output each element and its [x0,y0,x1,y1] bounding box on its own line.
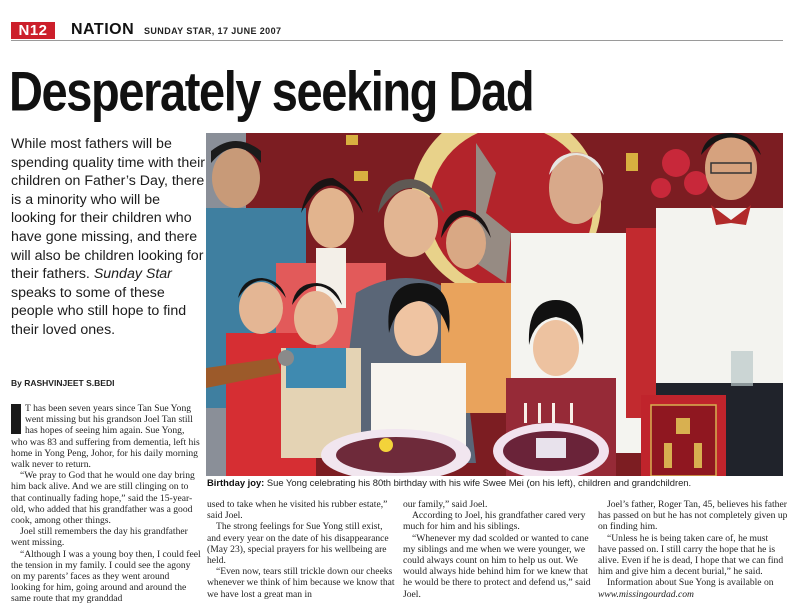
paragraph: used to take when he visited his rubber estate,” said Joel. [207,499,388,522]
headline: Desperately seeking Dad [9,59,534,123]
paragraph: “Unless he is being taken care of, he must have passed on. I still carry the hope that he is alive. Even if he is dead, I hope that we can find him and give him a decent burial,” he said. [598,532,784,578]
paragraph: Joel still remembers the day his grandfather went missing. [11,526,188,549]
page-number-badge: N12 [11,22,55,39]
paragraph-info [598,577,788,599]
paragraph: “Even now, tears still trickle down our cheeks whenever we think of him because we know that we have lost a great man in [207,566,395,600]
article-column-1 [11,403,201,605]
article-column-3 [403,499,593,600]
byline: By RASHVINJEET S.BEDI [11,378,115,388]
section-title: NATION [71,21,135,38]
paragraph: According to Joel, his grandfather cared very much for him and his siblings. [403,510,586,533]
publication-name: Sunday Star [93,266,172,283]
paragraph: Joel’s father, Roger Tan, 45, believes his father has passed on but he has not completely given up on finding him. [598,499,788,533]
standfirst [11,135,206,340]
website-link[interactable]: www.missingourdad.com [598,588,694,600]
article-column-4 [598,499,788,600]
paragraph: T has been seven years since Tan Sue Yong went missing but his grandson Joel Tan still has hopes of seeing him again. Sue Yong, who was 83 and suffering from dementia, left his home in Yong Peng, Johor, for his daily morning walk never to return. [11,403,200,471]
info-text: Information about Sue Yong is available on [607,577,774,589]
paragraph: “Whenever my dad scolded or wanted to cane my siblings and me when we were younger, we could always count on him to help us out. We would always hide behind him for we knew that he would be there to protect and defend us,” said Joel. [403,532,591,600]
dateline: SUNDAY STAR, 17 JUNE 2007 [144,26,282,36]
article-column-2 [207,499,395,600]
caption-label: Birthday joy: [207,477,265,488]
paragraph: “We pray to God that he would one day bring him back alive. And we are still clinging on to that continually fading hope,” said the 15-year-old, who added that his grandfather was a good cook, among other things. [11,470,195,527]
paragraph: The strong feelings for Sue Yong still exist, and every year on the date of his disappearance (May 23), special prayers for his wellbeing are held. [207,521,389,567]
caption-text: Sue Yong celebrating his 80th birthday with his wife Swee Mei (on his left), children and grandchildren. [264,477,692,488]
standfirst-text-2: speaks to some of these people who still hope to find their loved ones. [11,284,187,338]
masthead [11,20,783,41]
photo-caption [207,477,787,489]
standfirst-text-1: While most fathers will be spending quality time with their children on Father’s Day, there is a minority who will be looking for their children who have gone missing, and there will also be children looking for their fathers. [11,136,205,283]
paragraph: “Although I was a young boy then, I could feel the tension in my family. I could see the agony on my parents’ faces as they went around looking for him, going around and around the same route that my granddad [11,548,201,605]
family-photo [206,133,783,476]
drop-cap-i [11,404,21,434]
paragraph: our family,” said Joel. [403,499,488,510]
family-photo-illustration [206,133,783,476]
